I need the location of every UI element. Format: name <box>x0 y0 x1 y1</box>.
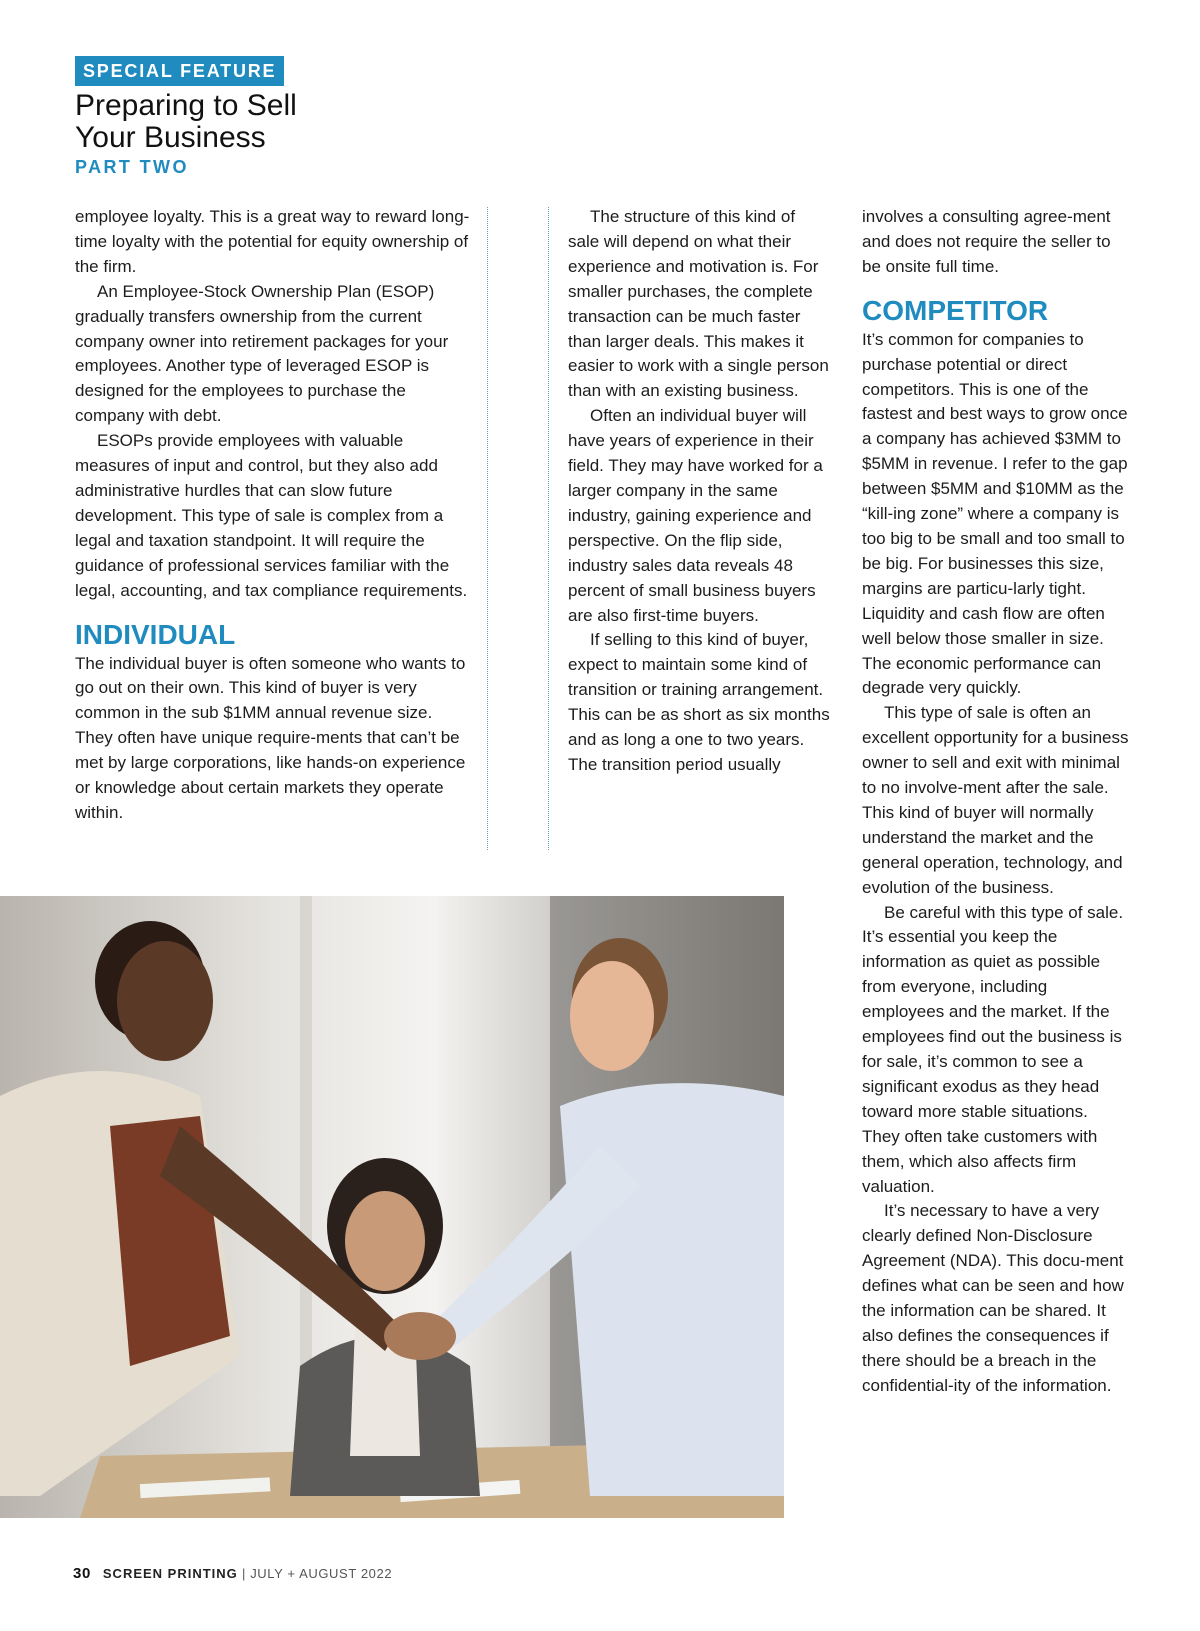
paragraph: It’s common for companies to purchase potential or direct competitors. This is one of the fastest and best ways to grow once a company has achieved $3MM to $5MM in revenue. I refer to the gap between $5MM and $10MM as the “kill-ing zone” where a company is too big to be small and too small to be big. For businesses this size, margins are particu-larly tight. Liquidity and cash flow are often well below those smaller in size. The economic performance can degrade very quickly. <box>862 329 1128 698</box>
text-column-1 <box>75 205 471 826</box>
section-heading-competitor: COMPETITOR <box>862 294 1049 326</box>
column-divider <box>548 207 549 850</box>
title-line-2: Your Business <box>75 121 266 154</box>
text-column-3 <box>862 205 1130 1399</box>
text-column-2 <box>568 205 830 778</box>
article-subtitle: PART TWO <box>75 157 189 177</box>
magazine-name: SCREEN PRINTING <box>102 1566 238 1581</box>
paragraph: If selling to this kind of buyer, expect to maintain some kind of transition or training arrangement. This can be as short as six months and as long a one to two years. The transition period usually <box>568 630 830 774</box>
page-footer <box>73 1565 392 1582</box>
article-title <box>75 90 297 154</box>
page-number: 30 <box>73 1565 91 1582</box>
photo-illustration <box>0 896 784 1518</box>
paragraph: Be careful with this type of sale. It’s essential you keep the information as quiet as possible from everyone, including employees and the market. If the employees find out the business is for sale, it’s common to see a significant exodus as they head toward more stable situations. They often take customers with them, which also affects firm valuation. <box>862 902 1124 1196</box>
paragraph: employee loyalty. This is a great way to reward long-time loyalty with the potential for equity ownership of the firm. <box>75 207 470 276</box>
section-heading-individual: INDIVIDUAL <box>75 618 236 650</box>
handshake-photo <box>0 896 784 1518</box>
paragraph: An Employee-Stock Ownership Plan (ESOP) gradually transfers ownership from the current company owner into retirement packages for your employees. Another type of leveraged ESOP is designed for the employees to purchase the company with debt. <box>75 281 449 426</box>
section-kicker: SPECIAL FEATURE <box>75 56 284 86</box>
column-divider <box>487 207 488 850</box>
paragraph: The structure of this kind of sale will depend on what their experience and motivation is. For smaller purchases, the complete transaction can be much faster than larger deals. This makes it easier to work with a single person than with an existing business. <box>568 207 829 401</box>
paragraph: The individual buyer is often someone who wants to go out on their own. This kind of buyer is very common in the sub $1MM annual revenue size. They often have unique require-ments that can’t be met by large corporations, like hands-on experience or knowledge about certain markets they operate within. <box>75 653 466 822</box>
paragraph: It’s necessary to have a very clearly defined Non-Disclosure Agreement (NDA). This docu-ment defines what can be seen and how the information can be shared. It also defines the consequences if there should be a breach in the confidential-ity of the information. <box>862 1201 1124 1395</box>
paragraph: ESOPs provide employees with valuable measures of input and control, but they also add administrative hurdles that can slow future development. This type of sale is complex from a legal and taxation standpoint. It will require the guidance of professional services familiar with the legal, accounting, and tax compliance requirements. <box>75 431 468 600</box>
title-line-1: Preparing to Sell <box>75 89 297 122</box>
issue-date: | JULY + AUGUST 2022 <box>237 1566 393 1581</box>
paragraph: involves a consulting agree-ment and does not require the seller to be onsite full time. <box>862 207 1111 276</box>
paragraph: This type of sale is often an excellent opportunity for a business owner to sell and exit with minimal to no involve-ment after the sale. This kind of buyer will normally understand the market and the general operation, technology, and evolution of the business. <box>862 703 1129 897</box>
paragraph: Often an individual buyer will have years of experience in their field. They may have worked for a larger company in the same industry, gaining experience and perspective. On the flip side, industry sales data reveals 48 percent of small business buyers are also first-time buyers. <box>568 406 823 625</box>
